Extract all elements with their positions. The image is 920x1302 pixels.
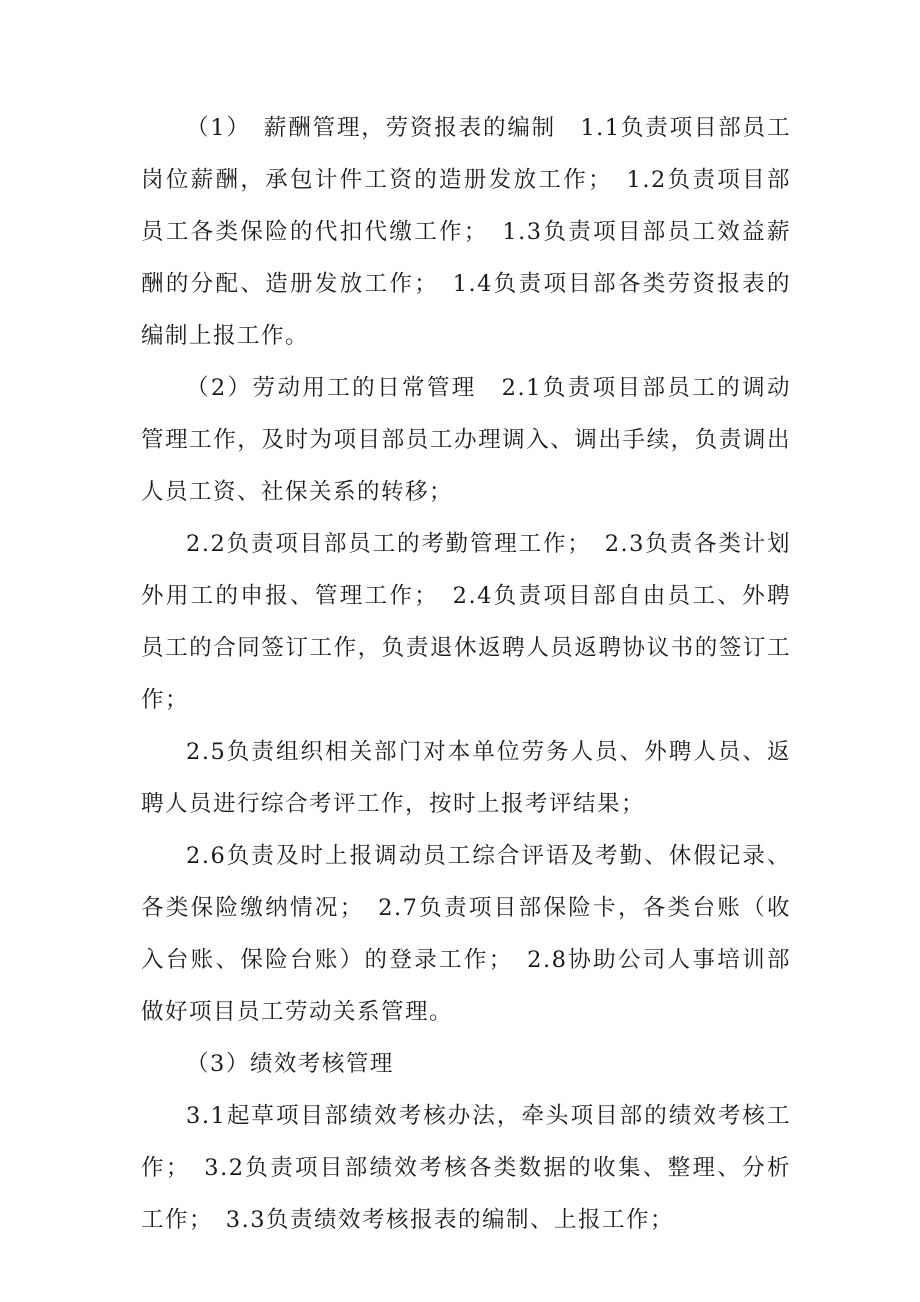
paragraph-labor-daily-management: （2）劳动用工的日常管理 2.1负责项目部员工的调动管理工作，及时为项目部员工办理调入、调出手续，负责调出人员工资、社保关系的转移； bbox=[141, 375, 791, 505]
paragraph-performance-heading: （3）绩效考核管理 bbox=[186, 1051, 394, 1077]
document-page bbox=[141, 102, 791, 1246]
paragraph-performance-details: 3.1起草项目部绩效考核办法，牵头项目部的绩效考核工作； 3.2负责项目部绩效考核各类数据的收集、整理、分析工作； 3.3负责绩效考核报表的编制、上报工作； bbox=[141, 1103, 791, 1233]
paragraph-attendance-contracts: 2.2负责项目部员工的考勤管理工作； 2.3负责各类计划外用工的申报、管理工作； 2.4负责项目部自由员工、外聘员工的合同签订工作，负责退休返聘人员返聘协议书的签订工作； bbox=[141, 531, 791, 713]
paragraph-salary-management: （1） 薪酬管理，劳资报表的编制 1.1负责项目部员工岗位薪酬，承包计件工资的造册发放工作； 1.2负责项目部员工各类保险的代扣代缴工作； 1.3负责项目部员工效益薪酬的分配、造册发放工作； 1.4负责项目部各类劳资报表的编制上报工作。 bbox=[141, 115, 791, 349]
paragraph-evaluation: 2.5负责组织相关部门对本单位劳务人员、外聘人员、返聘人员进行综合考评工作，按时上报考评结果； bbox=[141, 739, 791, 817]
paragraph-records-insurance: 2.6负责及时上报调动员工综合评语及考勤、休假记录、各类保险缴纳情况； 2.7负责项目部保险卡，各类台账（收入台账、保险台账）的登录工作； 2.8协助公司人事培训部做好项目员工劳动关系管理。 bbox=[141, 843, 791, 1025]
